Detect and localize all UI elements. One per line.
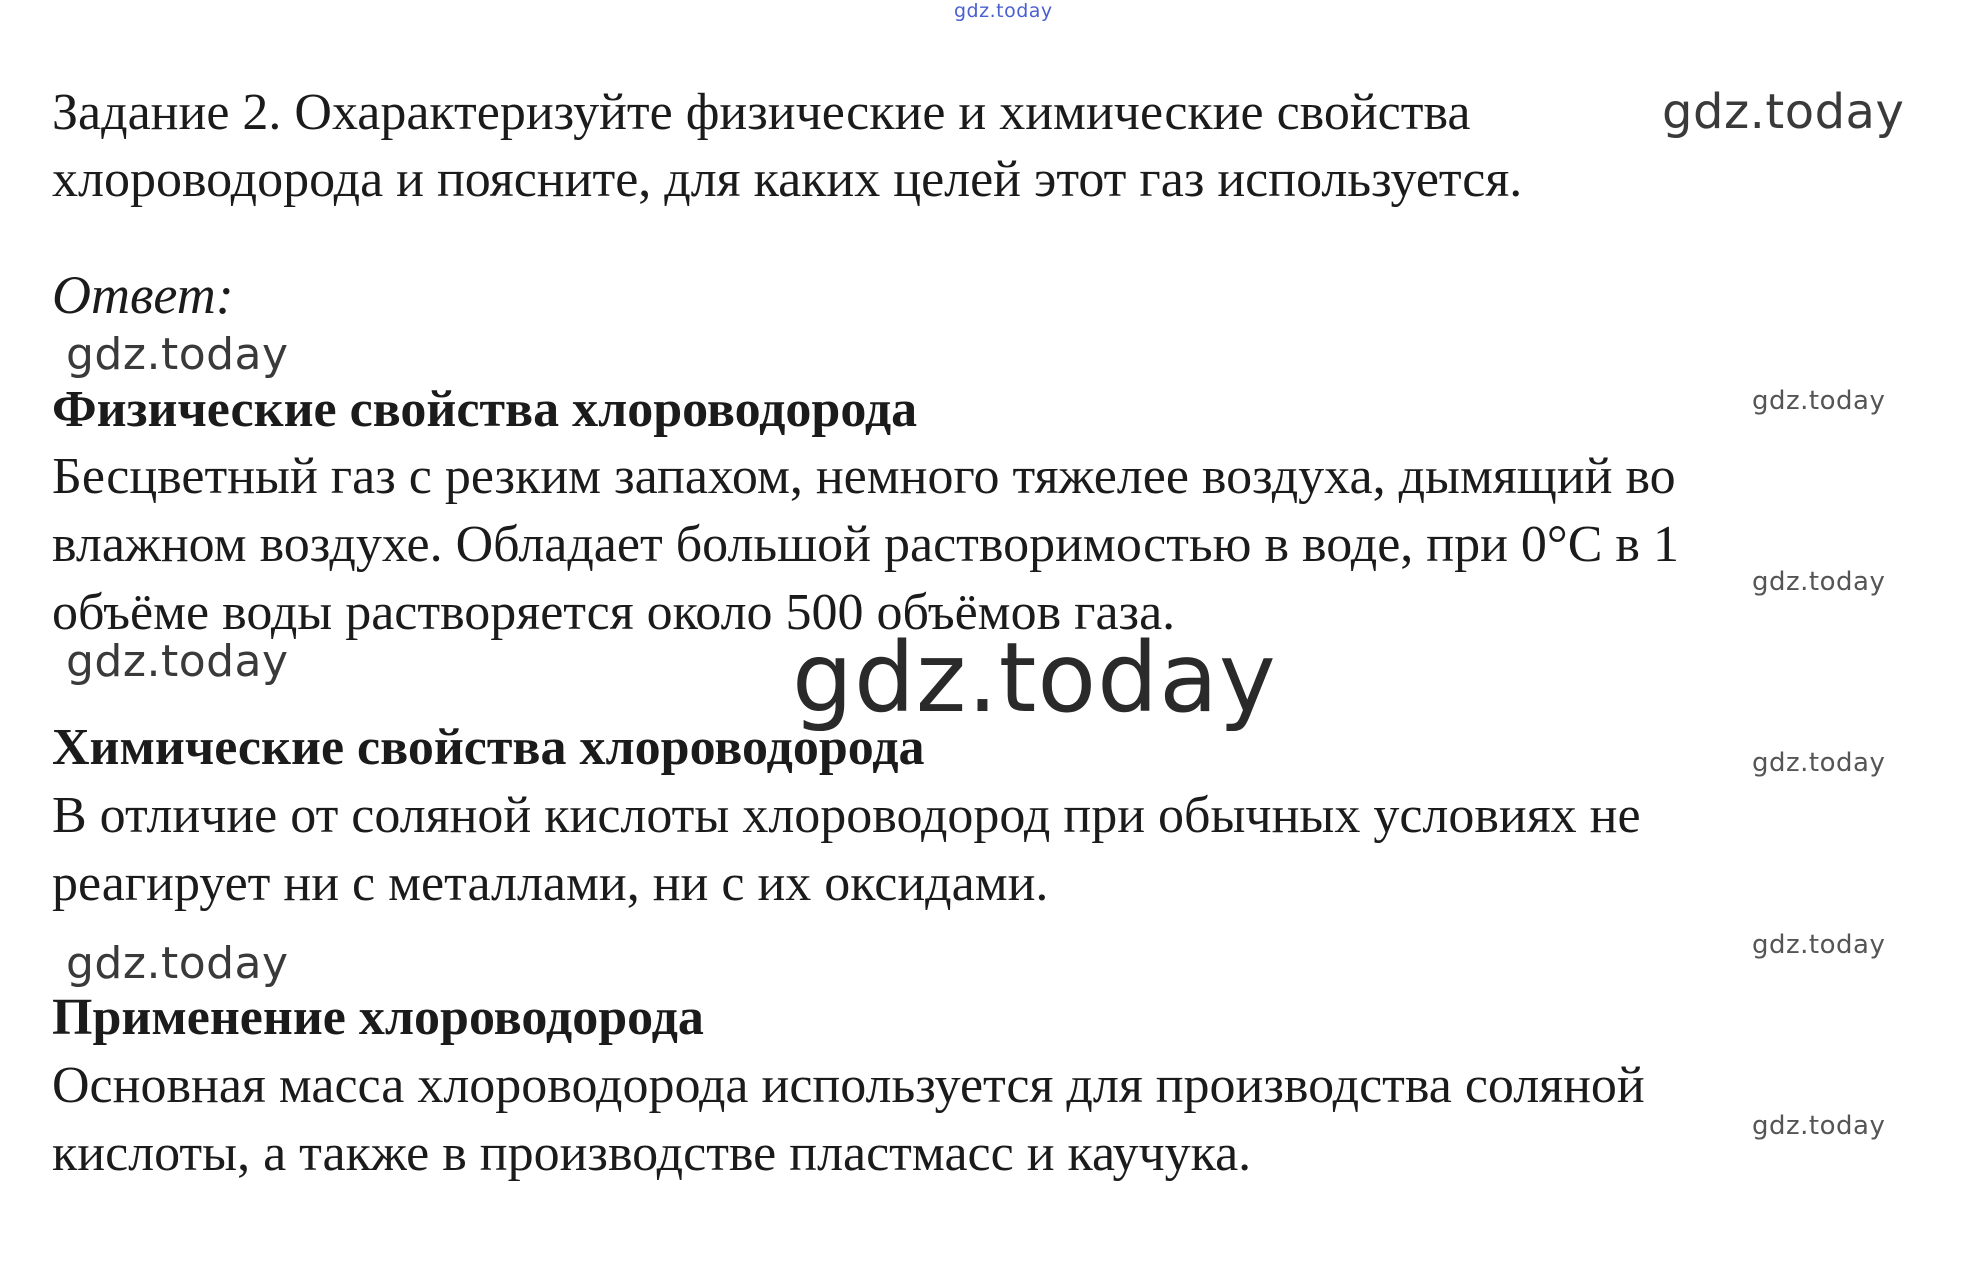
physical-line-1: Бесцветный газ с резким запахом, немного тяжелее воздуха, дымящий во: [52, 448, 1676, 505]
watermark-right-5: gdz.today: [1752, 1111, 1886, 1141]
watermark-right-2: gdz.today: [1752, 567, 1886, 597]
chemical-line-2: реагирует ни с металлами, ни с их оксидами.: [52, 855, 1049, 912]
watermark-center: gdz.today: [792, 622, 1277, 734]
watermark-left-1: gdz.today: [66, 329, 289, 380]
task-line-1: Задание 2. Охарактеризуйте физические и химические свойства: [52, 84, 1471, 141]
physical-heading: Физические свойства хлороводорода: [52, 381, 918, 438]
application-heading: Применение хлороводорода: [52, 989, 704, 1046]
watermark-right-1: gdz.today: [1752, 386, 1886, 416]
watermark-inline: gdz.today: [1662, 84, 1905, 140]
task-line-2: хлороводорода и поясните, для каких целей этот газ используется.: [52, 151, 1523, 208]
watermark-top: gdz.today: [954, 0, 1053, 22]
chemical-line-1: В отличие от соляной кислоты хлороводород при обычных условиях не: [52, 787, 1641, 844]
application-line-1: Основная масса хлороводорода используется для производства соляной: [52, 1057, 1645, 1114]
chemical-heading: Химические свойства хлороводорода: [52, 719, 925, 776]
watermark-left-2: gdz.today: [66, 636, 289, 687]
watermark-right-3: gdz.today: [1752, 748, 1886, 778]
physical-line-2: влажном воздухе. Обладает большой растворимостью в воде, при 0°С в 1: [52, 516, 1679, 573]
watermark-right-4: gdz.today: [1752, 930, 1886, 960]
answer-label: Ответ:: [52, 265, 234, 325]
physical-line-3: объёме воды растворяется около 500 объёмов газа.: [52, 584, 1176, 641]
watermark-left-3: gdz.today: [66, 938, 289, 989]
application-line-2: кислоты, а также в производстве пластмасс и каучука.: [52, 1125, 1252, 1182]
